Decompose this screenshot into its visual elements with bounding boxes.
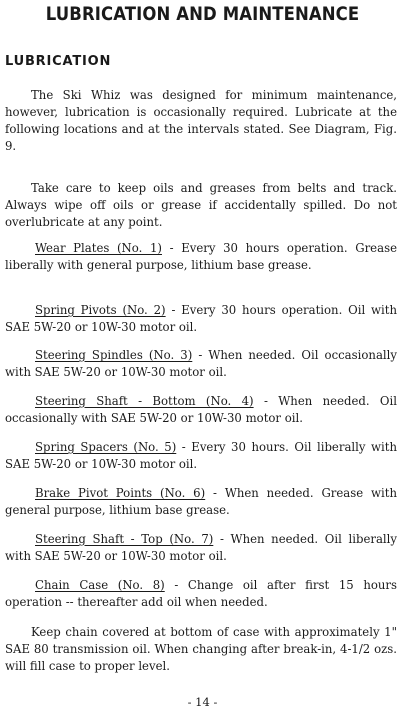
lube-item-label: Chain Case (No. 8) (35, 578, 165, 592)
intro-paragraph-2: Take care to keep oils and greases from belts and track. Always wipe off oils or grease if accidentally spilled. Do not overlubricate at any point. (5, 181, 397, 229)
lube-item-text: - When needed. Oil occasionally with SAE 5W-20 or 10W-30 motor oil. (5, 348, 397, 379)
lube-item-label: Spring Pivots (No. 2) (35, 303, 166, 317)
lube-item-spring-pivots (5, 302, 397, 336)
lube-item-label: Steering Spindles (No. 3) (35, 348, 193, 362)
lube-item-text: - When needed. Oil occasionally with SAE 5W-20 or 10W-30 motor oil. (5, 394, 397, 425)
page-title: LUBRICATION AND MAINTENANCE (45, 2, 360, 25)
lube-item-chain-case (5, 577, 397, 611)
closing-paragraph: Keep chain covered at bottom of case with approximately 1" SAE 80 transmission oil. When changing after break-in, 4-1/2 ozs. will fill case to proper level. (5, 625, 397, 673)
lube-item-text: - When needed. Grease with general purpose, lithium base grease. (5, 486, 397, 517)
lube-item-label: Wear Plates (No. 1) (35, 241, 162, 255)
lube-item-steering-shaft-top (5, 531, 397, 565)
lube-item-text: - Change oil after first 15 hours operation -- thereafter add oil when needed. (5, 578, 397, 609)
lube-item-label: Steering Shaft - Top (No. 7) (35, 532, 214, 546)
lube-item-text: - When needed. Oil liberally with SAE 5W-20 or 10W-30 motor oil. (5, 532, 397, 563)
lube-item-steering-spindles (5, 347, 397, 381)
lube-item-label: Spring Spacers (No. 5) (35, 440, 177, 454)
lube-item-wear-plates (5, 240, 397, 274)
section-heading: LUBRICATION (5, 54, 112, 69)
lube-item-text: - Every 30 hours. Oil liberally with SAE 5W-20 or 10W-30 motor oil. (5, 440, 397, 471)
page-number: - 14 - (187, 695, 218, 709)
lube-item-brake-pivot-points (5, 485, 397, 519)
lube-item-text: - Every 30 hours operation. Grease liberally with general purpose, lithium base grease. (5, 241, 397, 272)
lube-item-steering-shaft-bottom (5, 393, 397, 427)
lube-item-spring-spacers (5, 439, 397, 473)
lube-item-text: - Every 30 hours operation. Oil with SAE 5W-20 or 10W-30 motor oil. (5, 303, 397, 334)
lube-item-label: Brake Pivot Points (No. 6) (35, 486, 206, 500)
intro-paragraph-1: The Ski Whiz was designed for minimum maintenance, however, lubrication is occasionally required. Lubricate at the following locations and at the intervals stated. See Diagram, Fig. 9. (5, 88, 397, 153)
lube-item-label: Steering Shaft - Bottom (No. 4) (35, 394, 254, 408)
